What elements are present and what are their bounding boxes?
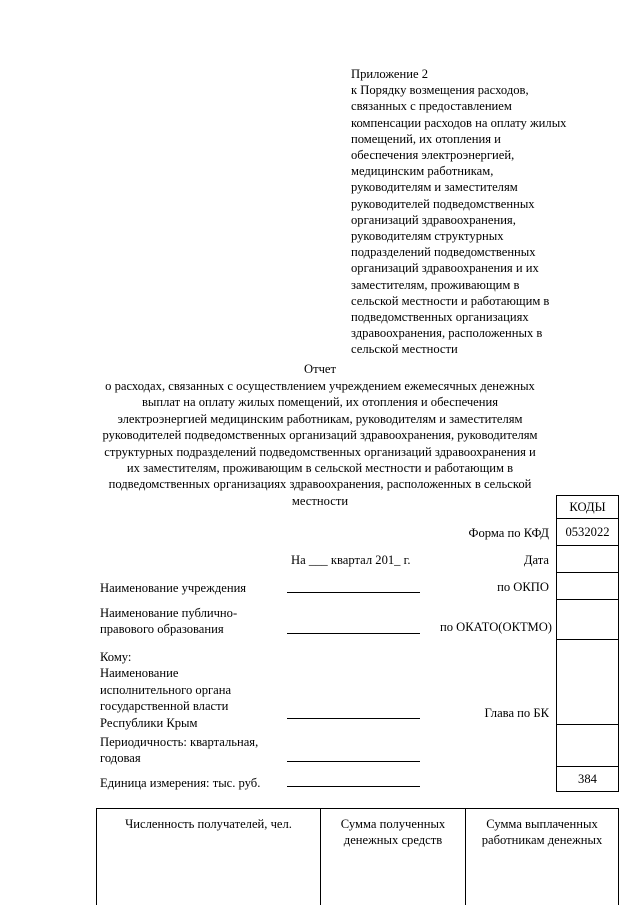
recipient-line[interactable] (287, 718, 420, 719)
institution-line[interactable] (287, 592, 420, 593)
glava-bk-label: Глава по БК (484, 706, 549, 720)
public-entity-line[interactable] (287, 633, 420, 634)
code-glava-bk[interactable] (556, 640, 619, 725)
form-kfd-label: Форма по КФД (468, 526, 549, 540)
public-entity-label: Наименование публично- правового образования (100, 606, 238, 637)
code-okpo[interactable] (556, 573, 619, 600)
unit-label: Единица измерения: тыс. руб. (100, 776, 261, 790)
code-okato[interactable] (556, 600, 619, 640)
codes-header: КОДЫ (556, 495, 619, 519)
institution-label: Наименование учреждения (100, 581, 247, 595)
date-label: Дата (523, 553, 549, 567)
okpo-label: по ОКПО (497, 580, 549, 594)
code-form-kfd: 0532022 (556, 519, 619, 546)
report-period: На ___ квартал 201_ г. (291, 553, 411, 567)
code-unit: 384 (556, 767, 619, 792)
table-header-recipients: Численность получателей, чел. (96, 808, 321, 905)
periodicity-label: Периодичность: квартальная, годовая (100, 735, 259, 766)
unit-line[interactable] (287, 786, 420, 787)
code-periodicity[interactable] (556, 725, 619, 767)
periodicity-line[interactable] (287, 761, 420, 762)
report-title: Отчет (303, 362, 337, 376)
okato-label: по ОКАТО(ОКТМО) (440, 620, 552, 634)
report-description: о расходах, связанных с осуществлением учреждением ежемесячных денежных выплат на оплату жилых помещений, их отопления и обеспечения электроэнергией медицинским работникам, руководителям и заместителям руководителей подведомственных организаций здравоохранения, руководителям структурных подразделений подведомственных организаций здравоохранения и их заместителям, проживающим в сельской местности и работающим в подведомственных организациях здравоохранения, расположенных в сельской местности (102, 379, 538, 508)
recipient-label: Кому: Наименование исполнительного органа государственной власти Республики Крым (100, 650, 232, 730)
code-date[interactable] (556, 546, 619, 573)
table-header-received: Сумма полученных денежных средств (320, 808, 466, 905)
appendix-note: Приложение 2 к Порядку возмещения расходов, связанных с предоставлением компенсации расходов на оплату жилых помещений, их отопления и обеспечения электроэнергией, медицинским работникам, руководителям и заместителям руководителей подведомственных организаций здравоохранения, руководителям структурных подразделений подведомственных организаций здравоохранения и их заместителям, проживающим в сельской местности и работающим в подведомственных организациях здравоохранения, расположенных в сельской местности (351, 67, 567, 357)
table-header-paid: Сумма выплаченных работникам денежных (465, 808, 619, 905)
